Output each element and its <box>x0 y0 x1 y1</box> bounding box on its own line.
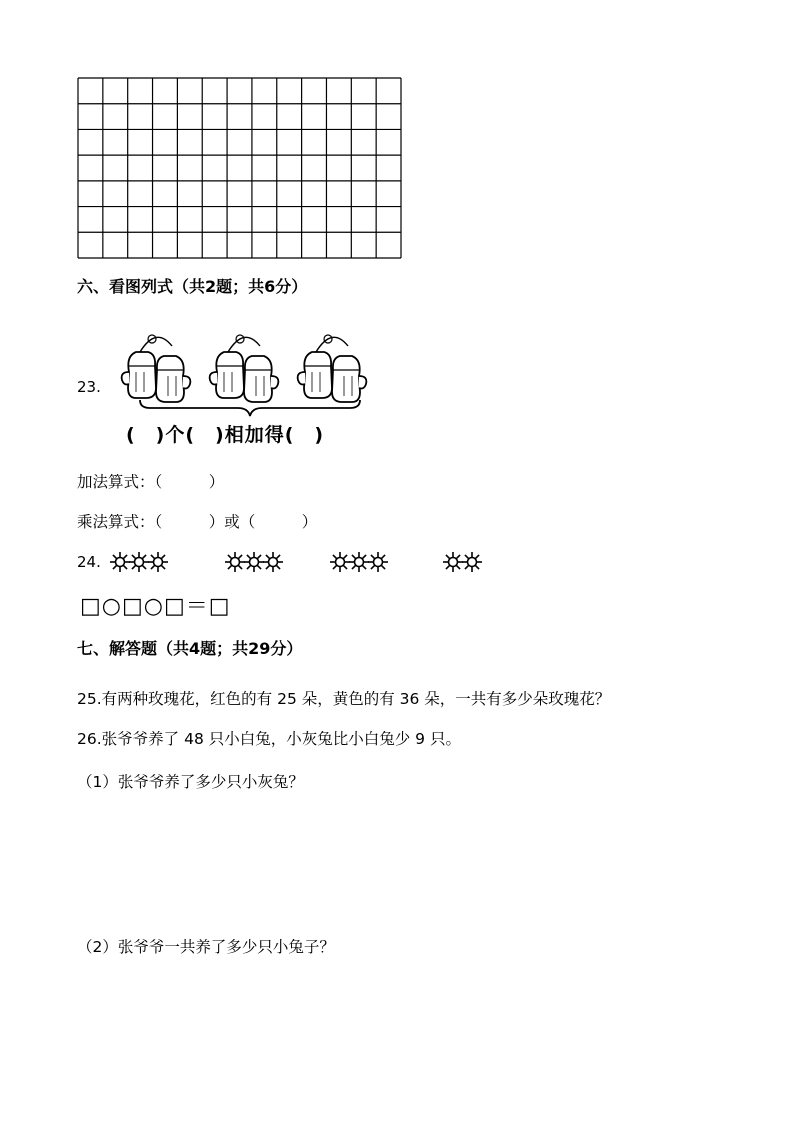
question-24-number: 24. <box>77 553 101 571</box>
mitten-icon <box>122 352 156 398</box>
addition-formula: 加法算式：（ ） <box>77 473 225 491</box>
sun-icon <box>263 552 283 572</box>
sun-icon <box>443 552 463 572</box>
mitten-pair <box>210 335 279 402</box>
question-24-equation: □○□○□＝□ <box>80 594 231 619</box>
question-26-part-2: （2）张爷爷一共养了多少只小兔子？ <box>77 938 335 956</box>
question-25: 25.有两种玫瑰花，红色的有 25 朵，黄色的有 36 朵，一共有多少朵玫瑰花？ <box>77 690 611 708</box>
question-26: 26.张爷爷养了 48 只小白兔，小灰兔比小白兔少 9 只。 <box>77 730 461 748</box>
sun-icon <box>368 552 388 572</box>
section-seven-title: 七、解答题（共4题；共29分） <box>77 639 303 658</box>
sun-icon <box>462 552 482 572</box>
mitten-icon <box>156 356 190 402</box>
mitten-pair <box>122 335 191 402</box>
writing-grid <box>77 77 402 259</box>
sun-icon <box>349 552 369 572</box>
sun-icon <box>225 552 245 572</box>
mitten-icon <box>244 356 278 402</box>
sun-icon <box>244 552 264 572</box>
question-23-brace-label: ( )个( )相加得( ) <box>126 424 325 446</box>
sun-icon <box>110 552 130 572</box>
mitten-icon <box>210 352 244 398</box>
question-23-number: 23. <box>77 378 101 396</box>
mitten-icon <box>298 352 332 398</box>
multiplication-formula: 乘法算式：（ ）或（ ） <box>77 513 318 531</box>
sun-icon <box>148 552 168 572</box>
mitten-icon <box>332 356 366 402</box>
section-six-title: 六、看图列式（共2题；共6分） <box>77 277 308 296</box>
sun-icon <box>330 552 350 572</box>
mittens-illustration <box>120 330 380 420</box>
question-26-part-1: （1）张爷爷养了多少只小灰兔？ <box>77 773 304 791</box>
suns-illustration <box>105 545 495 579</box>
mitten-pair <box>298 335 367 402</box>
sun-icon <box>129 552 149 572</box>
